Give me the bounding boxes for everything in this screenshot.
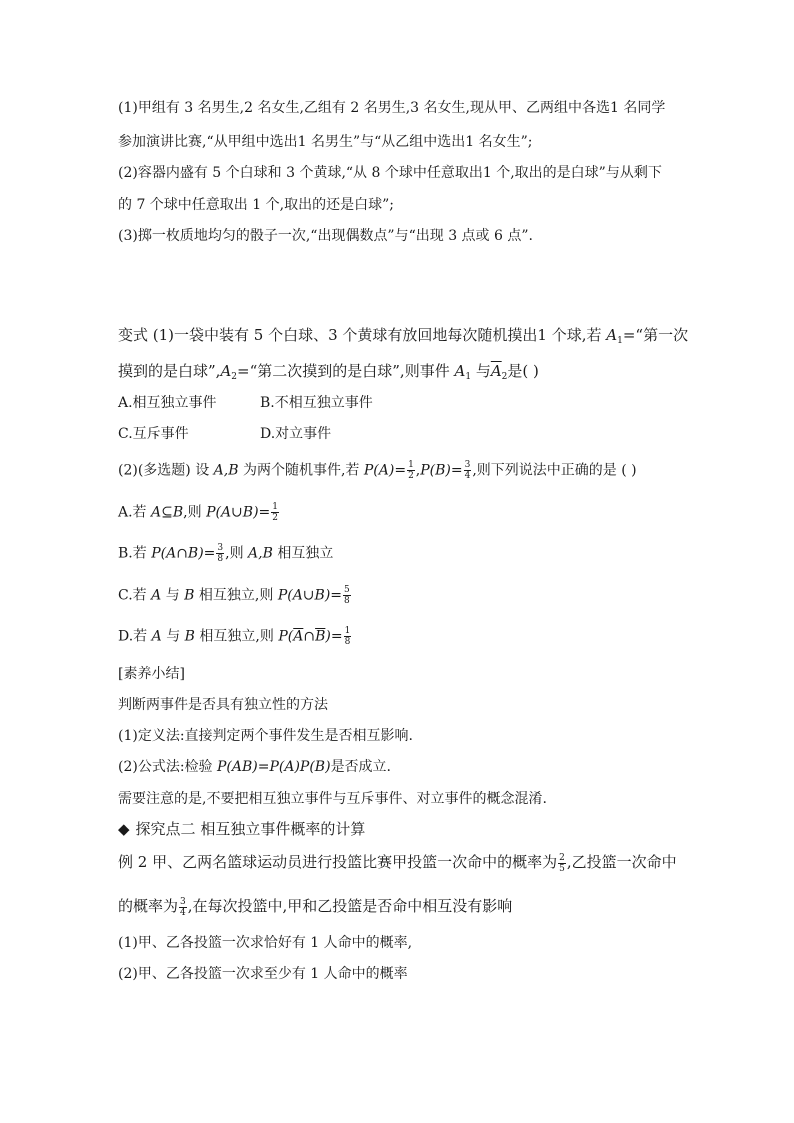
mc-d-a-complement: $\overline{A}$: [293, 628, 304, 645]
summary-formula: P(AB)=P(A)P(B): [217, 759, 331, 775]
question-1-line-1: (1)甲组有 3 名男生,2 名女生,乙组有 2 名男生,3 名女生,现从甲、乙两组中各选1 名同学: [118, 100, 666, 116]
mc-option-b: [118, 543, 333, 564]
event-a1-ref: A: [454, 362, 466, 380]
subscript-1: 1: [617, 336, 623, 346]
variant-text-c: 与: [471, 362, 491, 380]
fraction-example-three-quarters: $\frac{3}{4}$: [180, 896, 186, 918]
mc-d-a: A: [151, 628, 162, 645]
mc-pb: P(B)=: [420, 462, 463, 479]
mc-b-text-c: 相互独立: [272, 545, 334, 562]
mc-d-text-c: 相互独立,则: [194, 628, 279, 645]
fraction-d: $\frac{1}{8}$: [344, 626, 351, 647]
mc-option-a: [118, 502, 280, 523]
mc-option-d: [118, 626, 352, 647]
event-a2: A: [220, 362, 232, 380]
event-a2-complement: $\overline{A}$: [490, 362, 502, 380]
mc-b-events: A,B: [248, 545, 273, 562]
variant-line-1: [118, 325, 688, 351]
variant-def-a1: =“第一次: [622, 326, 689, 344]
summary-line-2: (1)定义法:直接判定两个事件发生是否相互影响.: [118, 728, 413, 744]
mc-b-text-b: ,则: [225, 545, 249, 562]
mc-c-prob: P(A∪B)=: [277, 587, 343, 604]
fraction-one-half: $\frac{1}{2}$: [408, 460, 414, 481]
mc-sep: ,: [415, 462, 421, 479]
example-text-c: 的概率为: [118, 897, 179, 915]
example-question-1: (1)甲、乙各投篮一次求恰好有 1 人命中的概率,: [118, 935, 413, 951]
mc-b-prob: P(A∩B)=: [151, 545, 216, 562]
question-2-line-2: 的 7 个球中任意取出 1 个,取出的还是白球”;: [118, 197, 394, 213]
question-2-line-1: (2)容器内盛有 5 个白球和 3 个黄球,“从 8 个球中任意取出1 个,取出的是白球”与从剩下: [118, 165, 662, 181]
mc-d-b: B: [184, 628, 195, 645]
summary-l3-text-b: 是否成立.: [330, 759, 392, 775]
mc-a-text: A.若: [118, 504, 152, 521]
mc-c-text: C.若: [118, 587, 152, 604]
mc-c-b: B: [184, 587, 195, 604]
subscript-1-ref: 1: [465, 372, 472, 382]
mc-d-prob-open: P(: [278, 628, 294, 645]
summary-line-3: [118, 757, 391, 777]
mc-d-cap: ∩: [303, 628, 316, 645]
option-c: C.互斥事件: [118, 426, 189, 442]
mc-b-text: B.若: [118, 545, 152, 562]
option-b: B.不相互独立事件: [260, 395, 373, 411]
variant-text-a: 摸到的是白球”,: [118, 362, 221, 380]
mc-c-a: A: [151, 587, 162, 604]
summary-line-1: 判断两事件是否具有独立性的方法: [118, 697, 328, 713]
mc-c-text-b: 与: [161, 587, 185, 604]
example-text-d: ,在每次投篮中,甲和乙投篮是否命中相互没有影响: [187, 897, 513, 915]
option-a: A.相互独立事件: [118, 395, 217, 411]
event-a1: A: [606, 326, 618, 344]
fraction-two-fifths: $\frac{2}{5}$: [559, 852, 565, 874]
subscript-2-ref: 2: [501, 372, 508, 382]
subscript-2: 2: [231, 372, 238, 382]
mc-option-c: [118, 585, 352, 606]
fraction-three-quarters: $\frac{3}{4}$: [464, 460, 471, 481]
variant-text-b: =“第二次摸到的是白球”,则事件: [237, 362, 455, 380]
mc-d-b-complement: $\overline{B}$: [315, 628, 326, 645]
section-heading: [118, 819, 365, 839]
variant-text-d: 是( ): [507, 362, 539, 380]
mc-d-text-b: 与: [161, 628, 185, 645]
example-question-2: (2)甲、乙各投篮一次求至少有 1 人命中的概率: [118, 966, 408, 982]
variant-intro: 变式 (1)一袋中装有 5 个白球、3 个黄球有放回地每次随机摸出1 个球,若: [118, 326, 607, 344]
diamond-icon: ◆: [118, 820, 130, 838]
example-line-2: [118, 896, 512, 918]
example-text-a: 例 2 甲、乙两名篮球运动员进行投篮比赛甲投篮一次命中的概率为: [118, 853, 558, 871]
mc-text-b: 为两个随机事件,若: [238, 462, 364, 479]
summary-l3-text: (2)公式法:检验: [118, 759, 217, 775]
example-text-b: ,乙投篮一次命中: [566, 853, 677, 871]
fraction-b: $\frac{3}{8}$: [217, 543, 224, 564]
example-line-1: [118, 852, 677, 874]
question-1-line-2: 参加演讲比赛,“从甲组中选出1 名男生”与“从乙组中选出1 名女生”;: [118, 134, 533, 150]
mc-d-prob-close: )=: [325, 628, 343, 645]
question-3-line-1: (3)掷一枚质地均匀的骰子一次,“出现偶数点”与“出现 3 点或 6 点”.: [118, 228, 533, 244]
option-d: D.对立事件: [260, 426, 332, 442]
mc-a-prob: P(A∪B)=: [206, 504, 271, 521]
mc-pa: P(A)=: [363, 462, 407, 479]
mc-c-text-c: 相互独立,则: [194, 587, 278, 604]
summary-line-4: 需要注意的是,不要把相互独立事件与互斥事件、对立事件的概念混淆.: [118, 791, 547, 807]
mc-a-subset: A⊆B: [151, 504, 184, 521]
summary-title: [素养小结]: [118, 666, 185, 682]
mc-a-text-b: ,则: [183, 504, 207, 521]
mc-d-text: D.若: [118, 628, 152, 645]
mc-text-a: (2)(多选题) 设: [118, 462, 214, 479]
mc-text-c: ,则下列说法中正确的是 ( ): [472, 462, 637, 479]
variant-line-2: [118, 361, 539, 387]
section-title: 探究点二 相互独立事件概率的计算: [135, 820, 366, 838]
multi-choice-question: [118, 460, 637, 481]
mc-events: A,B: [213, 462, 239, 479]
fraction-a: $\frac{1}{2}$: [272, 502, 278, 523]
fraction-c: $\frac{5}{8}$: [344, 585, 350, 606]
